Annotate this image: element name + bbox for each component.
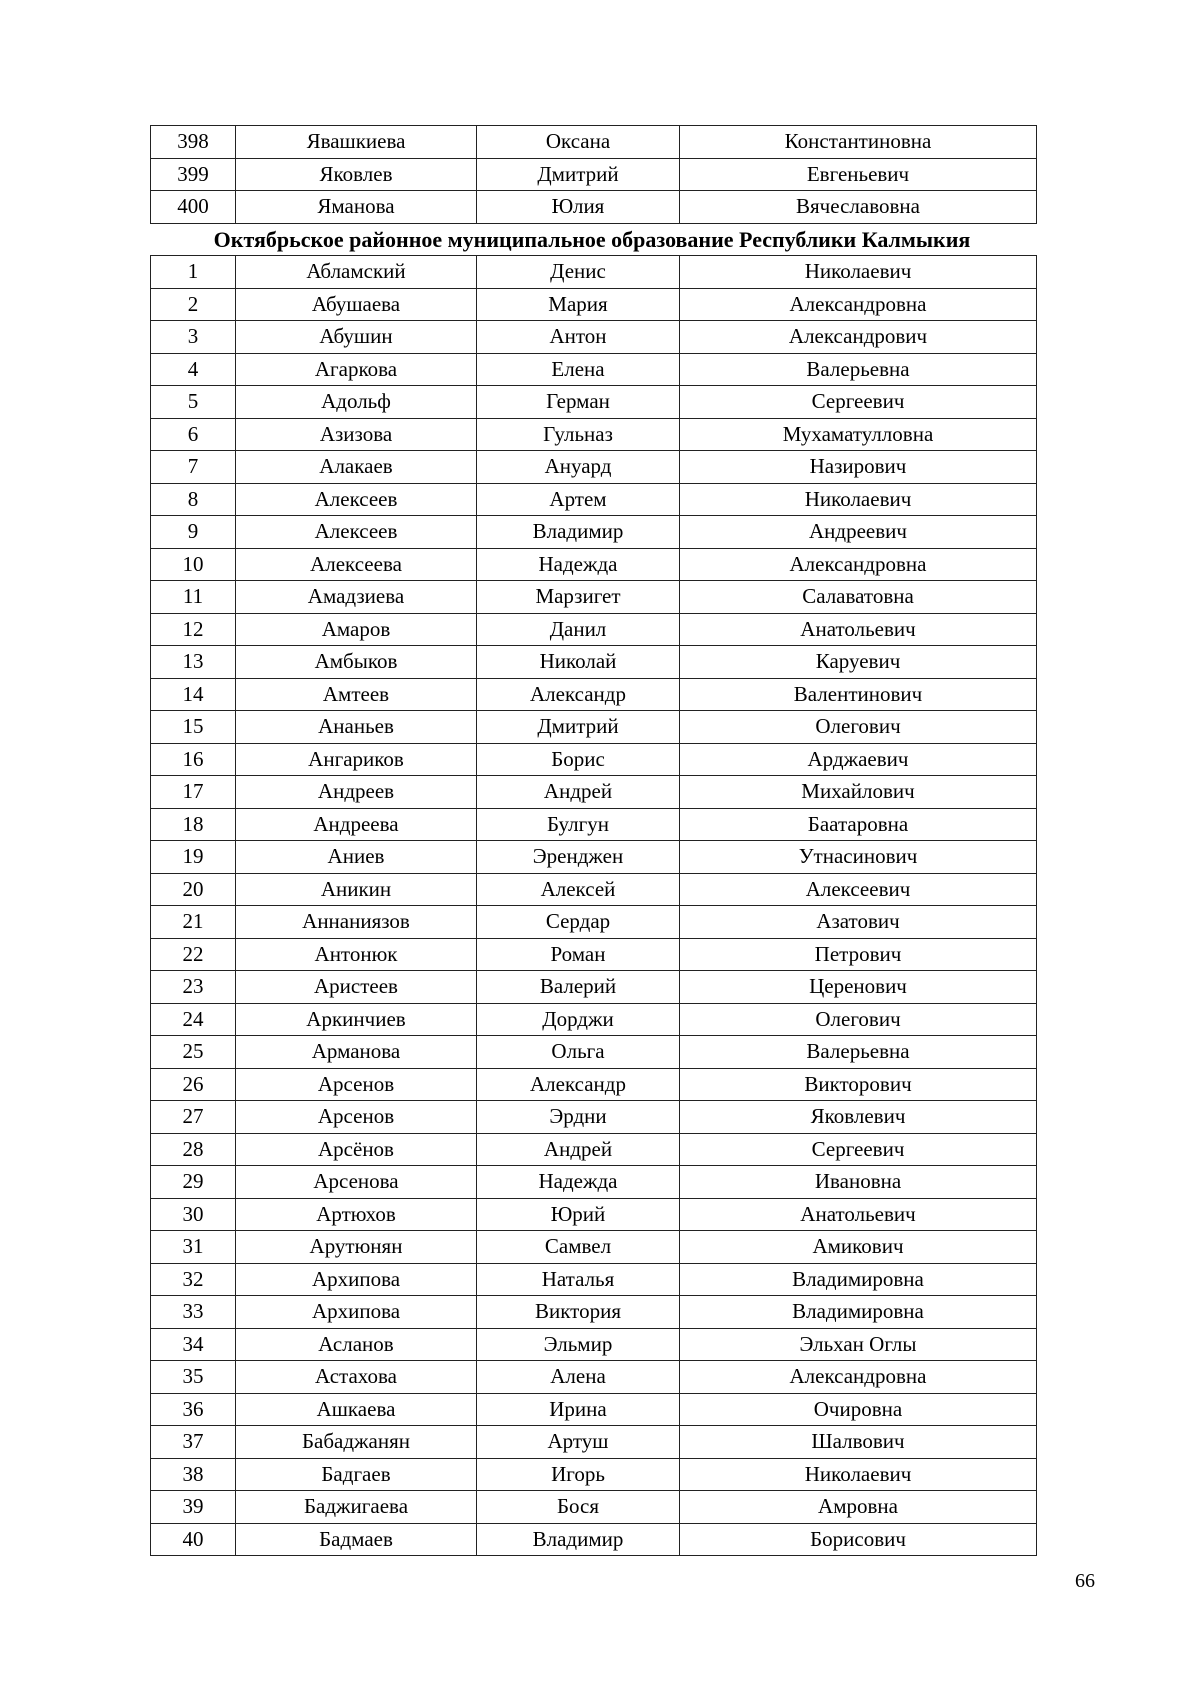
patronymic-cell: Евгеньевич [680,158,1037,191]
first-name-cell: Наталья [477,1263,680,1296]
table-row [151,126,1037,159]
first-name-cell: Сердар [477,906,680,939]
table-row [151,321,1037,354]
first-name-cell: Булгун [477,808,680,841]
last-name-cell: Артюхов [236,1198,477,1231]
first-name-cell: Николай [477,646,680,679]
last-name-cell: Абушин [236,321,477,354]
last-name-cell: Яковлев [236,158,477,191]
row-number-cell: 29 [151,1166,236,1199]
first-name-cell: Ольга [477,1036,680,1069]
row-number-cell: 38 [151,1458,236,1491]
first-name-cell: Дорджи [477,1003,680,1036]
table-row [151,1101,1037,1134]
last-name-cell: Астахова [236,1361,477,1394]
section-heading: Октябрьское районное муниципальное образование Республики Калмыкия [213,227,971,252]
table-row [151,1426,1037,1459]
last-name-cell: Ашкаева [236,1393,477,1426]
roster-table-oktyabrsky [150,255,1037,1556]
patronymic-cell: Олегович [680,711,1037,744]
patronymic-cell: Утнасинович [680,841,1037,874]
row-number-cell: 6 [151,418,236,451]
last-name-cell: Арсенова [236,1166,477,1199]
first-name-cell: Виктория [477,1296,680,1329]
last-name-cell: Амбыков [236,646,477,679]
row-number-cell: 37 [151,1426,236,1459]
patronymic-cell: Александровна [680,1361,1037,1394]
first-name-cell: Марзигет [477,581,680,614]
first-name-cell: Ирина [477,1393,680,1426]
row-number-cell: 398 [151,126,236,159]
row-number-cell: 5 [151,386,236,419]
row-number-cell: 30 [151,1198,236,1231]
first-name-cell: Мария [477,288,680,321]
first-name-cell: Владимир [477,516,680,549]
table-row [151,1133,1037,1166]
last-name-cell: Ананьев [236,711,477,744]
row-number-cell: 23 [151,971,236,1004]
first-name-cell: Алексей [477,873,680,906]
patronymic-cell: Сергеевич [680,386,1037,419]
row-number-cell: 12 [151,613,236,646]
last-name-cell: Аркинчиев [236,1003,477,1036]
table-row [151,418,1037,451]
first-name-cell: Борис [477,743,680,776]
table-row [151,873,1037,906]
last-name-cell: Баджигаева [236,1491,477,1524]
patronymic-cell: Андреевич [680,516,1037,549]
row-number-cell: 3 [151,321,236,354]
row-number-cell: 10 [151,548,236,581]
patronymic-cell: Владимировна [680,1263,1037,1296]
table-row [151,1296,1037,1329]
last-name-cell: Аннаниязов [236,906,477,939]
row-number-cell: 2 [151,288,236,321]
table-row [151,1458,1037,1491]
last-name-cell: Асланов [236,1328,477,1361]
last-name-cell: Амтеев [236,678,477,711]
last-name-cell: Аникин [236,873,477,906]
patronymic-cell: Александрович [680,321,1037,354]
first-name-cell: Валерий [477,971,680,1004]
table-row [151,1361,1037,1394]
row-number-cell: 24 [151,1003,236,1036]
patronymic-cell: Владимировна [680,1296,1037,1329]
table-row [151,288,1037,321]
row-number-cell: 34 [151,1328,236,1361]
last-name-cell: Азизова [236,418,477,451]
patronymic-cell: Олегович [680,1003,1037,1036]
table-row [151,451,1037,484]
table-row [151,191,1037,224]
table-row [151,646,1037,679]
last-name-cell: Алексеев [236,516,477,549]
row-number-cell: 33 [151,1296,236,1329]
first-name-cell: Дмитрий [477,711,680,744]
row-number-cell: 7 [151,451,236,484]
first-name-cell: Юрий [477,1198,680,1231]
first-name-cell: Надежда [477,1166,680,1199]
table-row [151,548,1037,581]
patronymic-cell: Очировна [680,1393,1037,1426]
first-name-cell: Артуш [477,1426,680,1459]
last-name-cell: Ангариков [236,743,477,776]
patronymic-cell: Ивановна [680,1166,1037,1199]
patronymic-cell: Михайлович [680,776,1037,809]
table-row [151,483,1037,516]
patronymic-cell: Алексеевич [680,873,1037,906]
first-name-cell: Денис [477,256,680,289]
first-name-cell: Данил [477,613,680,646]
row-number-cell: 35 [151,1361,236,1394]
row-number-cell: 399 [151,158,236,191]
patronymic-cell: Сергеевич [680,1133,1037,1166]
row-number-cell: 31 [151,1231,236,1264]
last-name-cell: Арутюнян [236,1231,477,1264]
first-name-cell: Бося [477,1491,680,1524]
first-name-cell: Елена [477,353,680,386]
patronymic-cell: Николаевич [680,256,1037,289]
first-name-cell: Владимир [477,1523,680,1556]
table-row [151,353,1037,386]
patronymic-cell: Церенович [680,971,1037,1004]
patronymic-cell: Яковлевич [680,1101,1037,1134]
row-number-cell: 25 [151,1036,236,1069]
roster-table-continuation [150,125,1037,224]
first-name-cell: Игорь [477,1458,680,1491]
page-number: 66 [1075,1570,1095,1592]
table-row [151,1198,1037,1231]
row-number-cell: 20 [151,873,236,906]
first-name-cell: Андрей [477,1133,680,1166]
first-name-cell: Антон [477,321,680,354]
last-name-cell: Архипова [236,1263,477,1296]
row-number-cell: 11 [151,581,236,614]
table-row [151,776,1037,809]
patronymic-cell: Баатаровна [680,808,1037,841]
patronymic-cell: Мухаматулловна [680,418,1037,451]
row-number-cell: 17 [151,776,236,809]
patronymic-cell: Анатольевич [680,613,1037,646]
table-row [151,256,1037,289]
first-name-cell: Юлия [477,191,680,224]
roster-table-body [151,256,1037,1556]
table-row [151,906,1037,939]
first-name-cell: Дмитрий [477,158,680,191]
row-number-cell: 19 [151,841,236,874]
last-name-cell: Абламский [236,256,477,289]
table-row [151,971,1037,1004]
table-row [151,516,1037,549]
last-name-cell: Алакаев [236,451,477,484]
table-row [151,386,1037,419]
last-name-cell: Бабаджанян [236,1426,477,1459]
row-number-cell: 400 [151,191,236,224]
last-name-cell: Андреев [236,776,477,809]
row-number-cell: 27 [151,1101,236,1134]
table-row [151,743,1037,776]
row-number-cell: 15 [151,711,236,744]
first-name-cell: Артем [477,483,680,516]
last-name-cell: Архипова [236,1296,477,1329]
patronymic-cell: Шалвович [680,1426,1037,1459]
row-number-cell: 8 [151,483,236,516]
table-row [151,1393,1037,1426]
first-name-cell: Александр [477,1068,680,1101]
first-name-cell: Эльмир [477,1328,680,1361]
patronymic-cell: Назирович [680,451,1037,484]
first-name-cell: Оксана [477,126,680,159]
first-name-cell: Эренджен [477,841,680,874]
patronymic-cell: Каруевич [680,646,1037,679]
table-row [151,1166,1037,1199]
patronymic-cell: Эльхан Оглы [680,1328,1037,1361]
row-number-cell: 13 [151,646,236,679]
last-name-cell: Бадгаев [236,1458,477,1491]
last-name-cell: Явашкиева [236,126,477,159]
last-name-cell: Алексеева [236,548,477,581]
patronymic-cell: Петрович [680,938,1037,971]
table-row [151,938,1037,971]
table-row [151,1263,1037,1296]
first-name-cell: Гульназ [477,418,680,451]
row-number-cell: 40 [151,1523,236,1556]
last-name-cell: Яманова [236,191,477,224]
patronymic-cell: Салаватовна [680,581,1037,614]
row-number-cell: 18 [151,808,236,841]
last-name-cell: Амаров [236,613,477,646]
first-name-cell: Ануард [477,451,680,484]
first-name-cell: Самвел [477,1231,680,1264]
patronymic-cell: Викторович [680,1068,1037,1101]
last-name-cell: Амадзиева [236,581,477,614]
row-number-cell: 4 [151,353,236,386]
table-row [151,613,1037,646]
first-name-cell: Александр [477,678,680,711]
row-number-cell: 22 [151,938,236,971]
table-row [151,808,1037,841]
last-name-cell: Арманова [236,1036,477,1069]
row-number-cell: 39 [151,1491,236,1524]
row-number-cell: 28 [151,1133,236,1166]
patronymic-cell: Александровна [680,548,1037,581]
patronymic-cell: Вячеславовна [680,191,1037,224]
last-name-cell: Арсенов [236,1068,477,1101]
first-name-cell: Алена [477,1361,680,1394]
row-number-cell: 36 [151,1393,236,1426]
first-name-cell: Эрдни [477,1101,680,1134]
table-row [151,158,1037,191]
first-name-cell: Надежда [477,548,680,581]
first-name-cell: Роман [477,938,680,971]
roster-table-body [151,126,1037,224]
first-name-cell: Герман [477,386,680,419]
row-number-cell: 21 [151,906,236,939]
patronymic-cell: Арджаевич [680,743,1037,776]
patronymic-cell: Валентинович [680,678,1037,711]
last-name-cell: Алексеев [236,483,477,516]
patronymic-cell: Александровна [680,288,1037,321]
patronymic-cell: Амровна [680,1491,1037,1524]
patronymic-cell: Борисович [680,1523,1037,1556]
last-name-cell: Арсенов [236,1101,477,1134]
row-number-cell: 14 [151,678,236,711]
last-name-cell: Агаркова [236,353,477,386]
last-name-cell: Абушаева [236,288,477,321]
last-name-cell: Аристеев [236,971,477,1004]
table-row [151,1523,1037,1556]
row-number-cell: 16 [151,743,236,776]
table-row [151,711,1037,744]
patronymic-cell: Анатольевич [680,1198,1037,1231]
table-row [151,1036,1037,1069]
last-name-cell: Арсёнов [236,1133,477,1166]
table-row [151,1068,1037,1101]
last-name-cell: Адольф [236,386,477,419]
patronymic-cell: Азатович [680,906,1037,939]
table-row [151,1003,1037,1036]
table-row [151,581,1037,614]
table-row [151,841,1037,874]
patronymic-cell: Амикович [680,1231,1037,1264]
last-name-cell: Бадмаев [236,1523,477,1556]
last-name-cell: Аниев [236,841,477,874]
table-row [151,1328,1037,1361]
patronymic-cell: Николаевич [680,483,1037,516]
patronymic-cell: Валерьевна [680,353,1037,386]
table-row [151,1491,1037,1524]
last-name-cell: Андреева [236,808,477,841]
patronymic-cell: Константиновна [680,126,1037,159]
last-name-cell: Антонюк [236,938,477,971]
table-row [151,678,1037,711]
patronymic-cell: Валерьевна [680,1036,1037,1069]
row-number-cell: 9 [151,516,236,549]
table-row [151,1231,1037,1264]
row-number-cell: 32 [151,1263,236,1296]
row-number-cell: 26 [151,1068,236,1101]
patronymic-cell: Николаевич [680,1458,1037,1491]
first-name-cell: Андрей [477,776,680,809]
row-number-cell: 1 [151,256,236,289]
